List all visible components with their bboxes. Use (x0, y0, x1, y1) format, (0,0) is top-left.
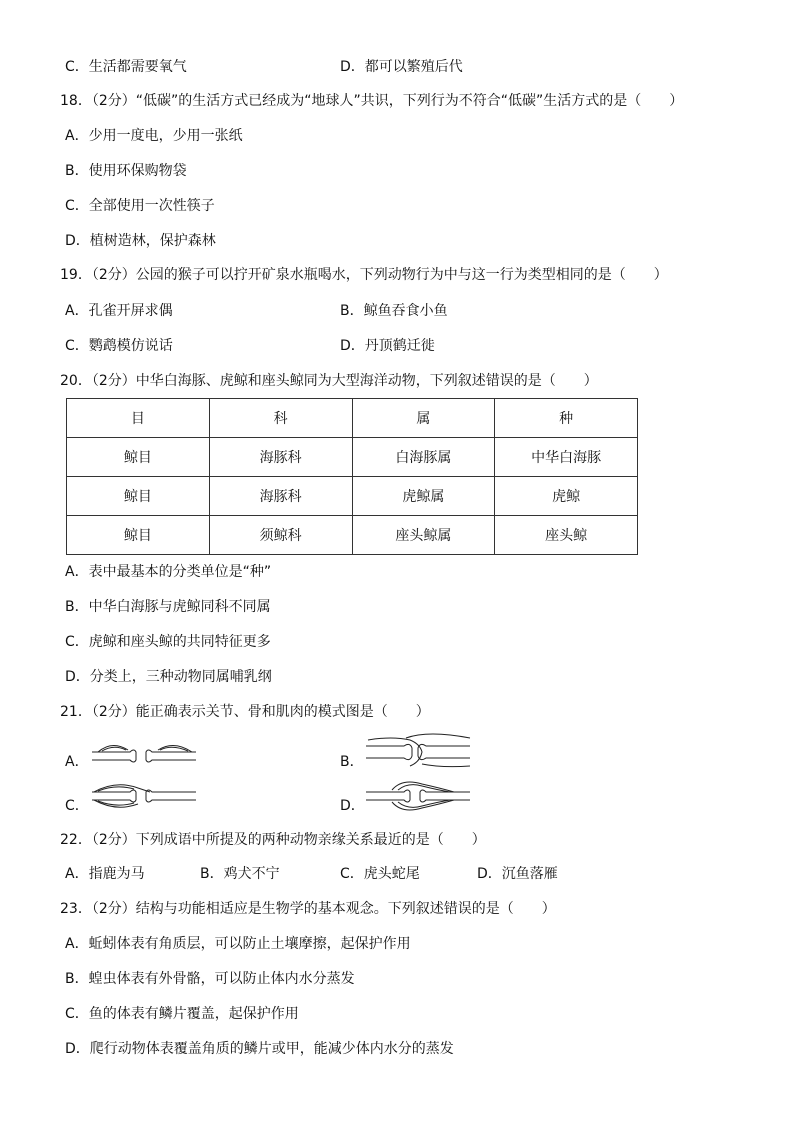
table-cell: 座头鲸 (495, 516, 638, 555)
q22-stem: 22．（2分）下列成语中所提及的两种动物亲缘关系最近的是（ ） (60, 832, 486, 848)
q20-option-a: A．表中最基本的分类单位是“种” (65, 564, 272, 580)
q20-option-b: B．中华白海豚与虎鲸同科不同属 (65, 599, 271, 615)
table-cell: 海豚科 (209, 477, 352, 516)
q23-stem: 23．（2分）结构与功能相适应是生物学的基本观念。下列叙述错误的是（ ） (60, 901, 556, 917)
q18-option-a: A．少用一度电，少用一张纸 (65, 128, 243, 144)
q22-option-a: A．指鹿为马 (65, 866, 145, 882)
q21-label-d: D． (340, 798, 365, 814)
table-cell: 座头鲸属 (352, 516, 495, 555)
q20-option-d: D．分类上，三种动物同属哺乳纲 (65, 669, 272, 685)
q21-stem: 21．（2分）能正确表示关节、骨和肌肉的模式图是（ ） (60, 704, 430, 720)
table-header-cell: 科 (209, 399, 352, 438)
table-row (67, 477, 638, 516)
q19-option-a: A．孔雀开屏求偶 (65, 303, 173, 319)
table-cell: 鲸目 (67, 477, 210, 516)
q18-option-d: D．植树造林，保护森林 (65, 233, 216, 249)
table-cell: 鲸目 (67, 516, 210, 555)
q19-option-c: C．鹦鹉模仿说话 (65, 338, 173, 354)
q17-option-c: C．生活都需要氧气 (65, 59, 187, 75)
q23-option-b: B．蝗虫体表有外骨骼，可以防止体内水分蒸发 (65, 971, 355, 987)
table-cell: 中华白海豚 (495, 438, 638, 477)
q17-option-d: D．都可以繁殖后代 (340, 59, 463, 75)
table-cell: 海豚科 (209, 438, 352, 477)
q19-stem: 19．（2分）公园的猴子可以拧开矿泉水瓶喝水，下列动物行为中与这一行为类型相同的是（ ） (60, 267, 668, 283)
joint-diagram-c (88, 778, 200, 814)
joint-diagram-d (362, 778, 474, 814)
joint-diagram-b (362, 732, 474, 772)
q23-option-d: D．爬行动物体表覆盖角质的鳞片或甲，能减少体内水分的蒸发 (65, 1041, 454, 1057)
table-cell: 须鲸科 (209, 516, 352, 555)
q18-stem: 18．（2分）“低碳”的生活方式已经成为“地球人”共识，下列行为不符合“低碳”生活方式的是（ ） (60, 93, 684, 109)
q21-label-c: C． (65, 798, 89, 814)
table-cell: 虎鲸属 (352, 477, 495, 516)
joint-diagram-a (88, 738, 200, 774)
q21-label-a: A． (65, 754, 89, 770)
table-cell: 鲸目 (67, 438, 210, 477)
table-cell: 虎鲸 (495, 477, 638, 516)
q18-option-c: C．全部使用一次性筷子 (65, 198, 215, 214)
table-cell: 白海豚属 (352, 438, 495, 477)
q23-option-c: C．鱼的体表有鳞片覆盖，起保护作用 (65, 1006, 299, 1022)
q20-option-c: C．虎鲸和座头鲸的共同特征更多 (65, 634, 271, 650)
table-header-cell: 种 (495, 399, 638, 438)
table-header-cell: 目 (67, 399, 210, 438)
q22-option-d: D．沉鱼落雁 (477, 866, 558, 882)
q20-stem: 20．（2分）中华白海豚、虎鲸和座头鲸同为大型海洋动物，下列叙述错误的是（ ） (60, 373, 598, 389)
q19-option-d: D．丹顶鹤迁徙 (340, 338, 435, 354)
q19-option-b: B．鲸鱼吞食小鱼 (340, 303, 448, 319)
q18-option-b: B．使用环保购物袋 (65, 163, 187, 179)
table-header-row (67, 399, 638, 438)
table-header-cell: 属 (352, 399, 495, 438)
q22-option-c: C．虎头蛇尾 (340, 866, 420, 882)
q21-label-b: B． (340, 754, 364, 770)
q23-option-a: A．蚯蚓体表有角质层，可以防止土壤摩擦，起保护作用 (65, 936, 411, 952)
classification-table (66, 398, 638, 555)
table-row (67, 516, 638, 555)
table-row (67, 438, 638, 477)
q22-option-b: B．鸡犬不宁 (200, 866, 280, 882)
